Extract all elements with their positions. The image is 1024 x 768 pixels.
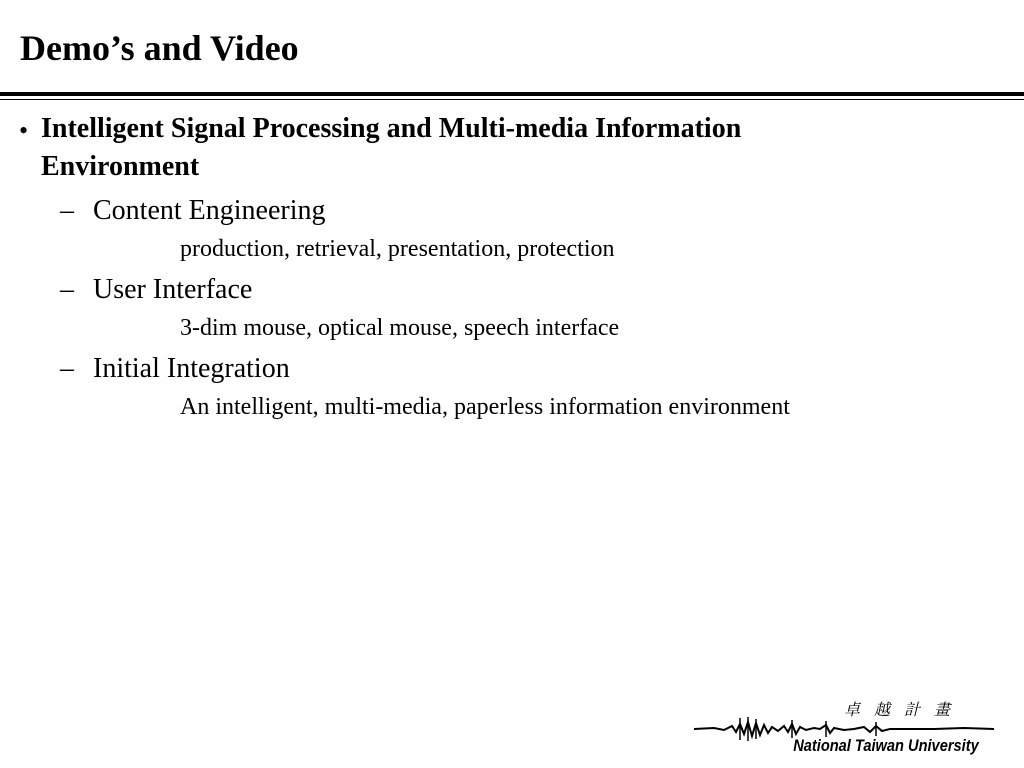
sub-item-content-engineering	[0, 194, 1024, 228]
dash-icon: –	[60, 274, 74, 305]
sub-item-detail: production, retrieval, presentation, protection	[180, 236, 615, 262]
sub-item-label: User Interface	[93, 274, 253, 305]
dash-icon: –	[60, 195, 74, 226]
slide-title: Demo’s and Video	[20, 28, 299, 68]
dash-icon: –	[60, 353, 74, 384]
sub-item-label: Initial Integration	[93, 353, 290, 384]
sub-item-label: Content Engineering	[93, 195, 326, 226]
sub-item-initial-integration	[0, 352, 1024, 386]
logo-cjk-text: 卓越計畫	[843, 700, 964, 719]
bullet-icon: •	[19, 116, 29, 145]
main-bullet-text: Intelligent Signal Processing and Multi-media Information Environment	[41, 113, 742, 182]
logo-university-text: National Taiwan University	[793, 736, 979, 755]
sub-item-detail: 3-dim mouse, optical mouse, speech interface	[180, 315, 620, 341]
title-divider-thin	[0, 99, 1024, 100]
sub-item-user-interface	[0, 273, 1024, 307]
sub-item-detail: An intelligent, multi-media, paperless information environment	[180, 394, 790, 420]
university-logo	[694, 700, 1004, 760]
title-divider-thick	[0, 92, 1024, 96]
